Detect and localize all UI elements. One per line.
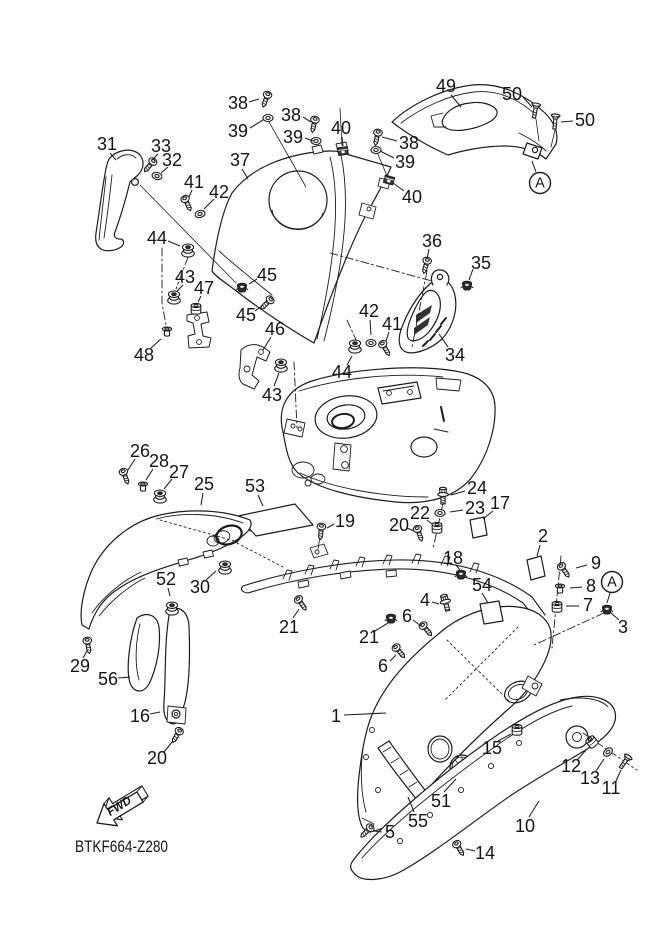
grommet-icon: [182, 244, 195, 257]
callout-1: 1: [330, 706, 342, 726]
screw-icon: [180, 194, 195, 212]
leader-line-view-A: [607, 593, 610, 603]
sticker-54: [480, 601, 503, 624]
callout-7: 7: [582, 595, 594, 615]
washer-icon: [371, 147, 381, 154]
callout-16: 16: [129, 706, 151, 726]
callout-44: 44: [331, 362, 353, 382]
part-fuel-tank: [281, 368, 495, 503]
leader-line-10: [529, 801, 539, 817]
leader-line-38: [382, 137, 397, 141]
part-tab-19: [310, 544, 328, 558]
leader-line-14: [466, 849, 475, 851]
callout-27: 27: [168, 462, 190, 482]
screw-icon: [308, 115, 320, 133]
diagram-code: BTKF664-Z280: [75, 837, 168, 856]
callout-39: 39: [227, 121, 249, 141]
callout-45: 45: [256, 265, 278, 285]
callout-40: 40: [330, 118, 352, 138]
callout-6: 6: [377, 656, 389, 676]
screw-icon: [420, 256, 433, 274]
callout-34: 34: [444, 345, 466, 365]
bolt-icon: [438, 487, 448, 504]
callout-41: 41: [381, 314, 403, 334]
callout-6: 6: [401, 606, 413, 626]
callout-42: 42: [358, 301, 380, 321]
callout-33: 33: [150, 136, 172, 156]
leader-line-view-A: [532, 161, 536, 172]
bolt-icon: [438, 593, 452, 612]
callout-40: 40: [401, 187, 423, 207]
callout-22: 22: [409, 503, 431, 523]
callout-47: 47: [193, 278, 215, 298]
callout-54: 54: [471, 575, 493, 595]
leader-line-23: [450, 510, 463, 512]
callout-9: 9: [590, 553, 602, 573]
leader-line-52: [168, 588, 170, 596]
callout-3: 3: [617, 617, 629, 637]
callout-14: 14: [474, 843, 496, 863]
screwflat-icon: [617, 753, 632, 770]
callout-4: 4: [419, 590, 431, 610]
grommet-icon: [275, 359, 288, 372]
leader-line-39: [380, 151, 394, 158]
callout-43: 43: [261, 385, 283, 405]
nut-icon: [385, 614, 397, 623]
callout-15: 15: [481, 738, 503, 758]
callout-8: 8: [585, 576, 597, 596]
grommet-icon: [154, 490, 167, 503]
view-letter-A: A: [535, 175, 545, 192]
screw-icon: [451, 839, 467, 858]
washer-icon: [263, 115, 273, 122]
screw-icon: [412, 524, 426, 542]
callout-30: 30: [189, 577, 211, 597]
damper-icon: [432, 522, 442, 533]
callout-12: 12: [560, 756, 582, 776]
callout-50: 50: [574, 110, 596, 130]
callout-21: 21: [278, 617, 300, 637]
nut-icon: [461, 281, 473, 290]
leader-line-37: [242, 169, 248, 179]
washer-icon: [602, 746, 614, 758]
leader-line-42: [370, 320, 371, 335]
screw-icon: [418, 620, 435, 638]
screw-icon: [556, 561, 572, 579]
callout-36: 36: [421, 231, 443, 251]
sticker-17: [470, 517, 487, 538]
callout-25: 25: [193, 474, 215, 494]
callout-28: 28: [148, 451, 170, 471]
clip-icon: [338, 147, 349, 156]
part-front-stay: [96, 150, 143, 251]
callout-49: 49: [435, 76, 457, 96]
fwd-arrow-label: FWD: [104, 792, 135, 819]
leader-line-16: [150, 712, 160, 714]
part-small-bracket-lower: [239, 345, 270, 389]
callout-43: 43: [174, 267, 196, 287]
callout-39: 39: [282, 127, 304, 147]
callout-2: 2: [537, 526, 549, 546]
screw-icon: [293, 594, 309, 612]
part-side-bracket: [399, 270, 456, 353]
callout-41: 41: [183, 172, 205, 192]
grommet-icon: [166, 602, 179, 615]
callout-20: 20: [146, 748, 168, 768]
callout-26: 26: [129, 441, 151, 461]
screw-icon: [169, 726, 185, 745]
callout-19: 19: [334, 511, 356, 531]
leader-line-25: [201, 493, 203, 505]
callout-13: 13: [579, 768, 601, 788]
callout-31: 31: [96, 134, 118, 154]
leader-line-9: [576, 565, 587, 568]
callout-52: 52: [155, 569, 177, 589]
screw-icon: [371, 128, 383, 146]
grommet-icon: [349, 340, 362, 353]
collar-icon: [555, 584, 564, 593]
leader-line-38: [249, 99, 259, 102]
leader-line-19: [327, 524, 334, 528]
screw-icon: [316, 523, 326, 540]
leader-line-38: [303, 117, 311, 122]
screw-icon: [141, 156, 158, 174]
callout-55: 55: [407, 811, 429, 831]
washer-icon: [366, 340, 376, 347]
leader-line-39: [250, 120, 263, 128]
washer-icon: [194, 209, 205, 218]
grommet-icon: [168, 291, 181, 304]
leader-line-56: [118, 677, 130, 678]
damper-icon: [191, 303, 201, 314]
callout-35: 35: [470, 253, 492, 273]
leader-line-4: [432, 602, 439, 604]
callout-11: 11: [601, 778, 621, 798]
callout-42: 42: [208, 182, 230, 202]
grommet-icon: [219, 561, 232, 574]
leader-line-44: [168, 241, 180, 246]
callout-18: 18: [442, 548, 464, 568]
part-inner-panel: [128, 615, 159, 691]
washer-icon: [435, 510, 445, 517]
callout-20: 20: [388, 515, 410, 535]
callout-37: 37: [229, 150, 251, 170]
leader-line-6: [390, 655, 396, 661]
callout-38: 38: [227, 93, 249, 113]
screw-icon: [259, 90, 273, 108]
callout-29: 29: [69, 656, 91, 676]
view-letter-A: A: [607, 574, 617, 591]
callout-32: 32: [161, 150, 183, 170]
part-small-bracket-upper: [187, 312, 211, 348]
callout-45: 45: [235, 305, 257, 325]
callout-39: 39: [394, 152, 416, 172]
callout-23: 23: [464, 498, 486, 518]
screw-icon: [118, 467, 132, 485]
callout-48: 48: [133, 345, 155, 365]
callout-44: 44: [146, 228, 168, 248]
callout-10: 10: [514, 816, 536, 836]
sticker-2: [527, 556, 545, 580]
leader-line-50: [561, 121, 573, 122]
leader-line-8: [570, 587, 582, 588]
callout-17: 17: [489, 493, 511, 513]
damper-icon: [552, 601, 562, 612]
collar-icon: [138, 482, 147, 491]
callout-38: 38: [398, 133, 420, 153]
callout-5: 5: [384, 822, 396, 842]
part-lower-left-panel: [164, 608, 190, 724]
callout-38: 38: [280, 105, 302, 125]
callout-50: 50: [501, 84, 523, 104]
callout-51: 51: [430, 791, 452, 811]
callout-24: 24: [466, 478, 488, 498]
screw-icon: [82, 636, 93, 654]
leader-line-2: [537, 545, 540, 556]
callout-53: 53: [244, 476, 266, 496]
collar-icon: [162, 327, 171, 336]
screw-icon: [377, 339, 393, 358]
callout-21: 21: [358, 627, 380, 647]
leader-line-6: [413, 620, 421, 626]
callout-56: 56: [97, 669, 119, 689]
damper-icon: [512, 724, 522, 735]
callout-46: 46: [264, 319, 286, 339]
leader-line-53: [258, 495, 263, 506]
